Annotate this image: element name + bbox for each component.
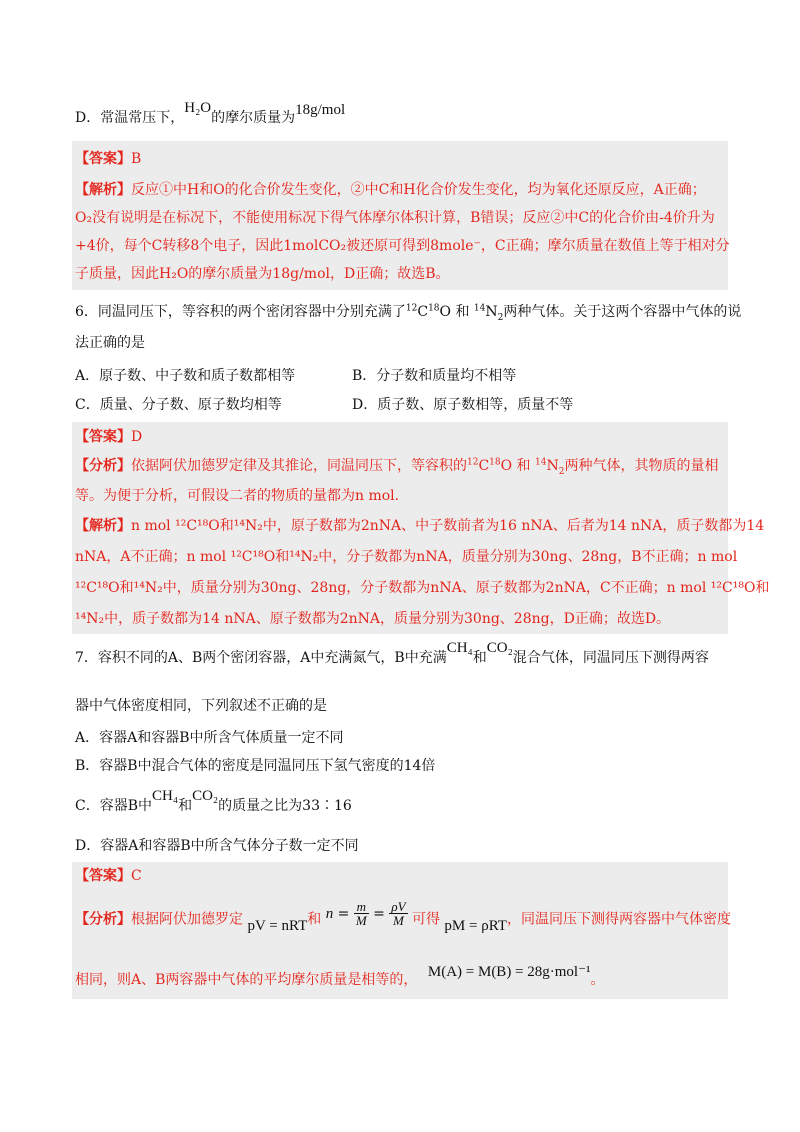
q7-and: 和 [472, 650, 487, 666]
q7-ch4-formula: CH₄ [446, 640, 473, 656]
q6-option-d: D．质子数、原子数相等，质量不等 [352, 397, 574, 413]
q5-option-d-text: D．常温常压下， [75, 110, 185, 126]
fenxi-period: 。 [590, 972, 605, 988]
q5-analysis-line2: O₂没有说明是在标况下，不能使用标况下得气体摩尔体积计算，B错误；反应②中C的化合价由-4价升为 [75, 210, 715, 226]
q7-option-c [75, 788, 352, 816]
fenxi-text: 依据阿伏加德罗定律及其推论，同温同压下，等容积的 [131, 458, 467, 474]
q7-option-c-ch4: CH₄ [152, 788, 179, 804]
q6-fenxi-line2: 等。为便于分析，可假设二者的物质的量都为n mol. [75, 488, 400, 504]
q6-option-a: A．原子数、中子数和质子数都相等 [75, 368, 296, 384]
answer-value: C [131, 868, 142, 884]
q7-option-c-and: 和 [178, 798, 193, 814]
formula-pm-rhort: pM = ρRT [444, 917, 507, 934]
q7-co2-formula: CO₂ [486, 640, 513, 656]
q5-analysis-line3: +4价，每个C转移8个电子，因此1molCO₂被还原可得到8mole⁻，C正确；摩尔质量在数值上等于相对分 [75, 238, 730, 254]
q6-jiexi-line4: ¹⁴N₂中，质子数都为14 nNA、原子数都为2nNA，质量分别为30ng、28ng，D正确；故选D。 [75, 611, 671, 627]
fenxi-text-b: 可得 [411, 911, 440, 928]
q7-option-c-ratio: 的质量之比为33∶16 [218, 798, 352, 814]
q6-jiexi-line3: ¹²C¹⁸O和¹⁴N₂中，质量分别为30ng、28ng，分子数都为nNA、原子数都为2nNA，C不正确；n mol ¹²C¹⁸O和 [75, 580, 770, 596]
q7-fenxi-line1 [75, 899, 731, 934]
answer-value: D [131, 429, 143, 445]
q7-option-c-co2: CO₂ [192, 788, 219, 804]
q5-option-d-value: 18g/mol [295, 102, 346, 118]
q7-stem-line2: 器中气体密度相同，下列叙述不正确的是 [75, 698, 327, 714]
formula-n-m-over-M: n = $\frac{m}{M}$ = $\frac{\rho V}{M}$ [325, 899, 406, 928]
jiexi-text: n mol ¹²C¹⁸O和¹⁴N₂中，原子数都为2nNA、中子数前者为16 nNA、后者为14 nNA，质子数都为14 [131, 518, 765, 534]
answer-tag: 【答案】 [75, 151, 131, 167]
analysis-tag: 【解析】 [75, 182, 131, 198]
q7-stem-text: 7．容积不同的A、B两个密闭容器，A中充满氮气，B中充满 [75, 650, 447, 666]
analysis-text: 反应①中H和O的化合价发生变化，②中C和H化合价发生变化，均为氧化还原反应，A正确； [131, 182, 706, 198]
q6-jiexi-line2: nNA，A不正确；n mol ¹²C¹⁸O和¹⁴N₂中，分子数都为nNA，质量分别为30ng、28ng，B不正确；n mol [75, 549, 738, 565]
formula-molar-mass: M(A) = M(B) = 28g·mol⁻¹ [427, 964, 591, 980]
q5-answer [75, 149, 141, 169]
fenxi-text-b: 两种气体，其物质的量相 [564, 458, 719, 474]
fenxi-text: 根据阿伏加德罗定 [131, 911, 243, 928]
fenxi-tag: 【分析】 [75, 458, 131, 474]
q7-answer [75, 866, 142, 886]
q7-stem-line1 [75, 640, 709, 668]
jiexi-tag: 【解析】 [75, 518, 131, 534]
answer-tag: 【答案】 [75, 868, 131, 884]
q6-stem-line2: 法正确的是 [75, 335, 145, 351]
q6-fenxi-formula: $^{12}C^{18}O$ 和 $^{14}N_2$ [467, 457, 565, 477]
q6-fenxi-line1 [75, 456, 718, 476]
fenxi-text-line2: 相同，则A、B两容器中气体的平均摩尔质量是相等的， [75, 972, 418, 988]
q6-stem-line1 [75, 302, 741, 322]
q6-option-c: C．质量、分子数、原子数均相等 [75, 397, 282, 413]
q5-option-d-mid: 的摩尔质量为 [211, 110, 296, 126]
q7-option-b: B．容器B中混合气体的密度是同温同压下氢气密度的14倍 [75, 758, 436, 774]
fenxi-text-c: ，同温同压下测得两容器中气体密度 [506, 911, 731, 928]
q7-fenxi-line2 [75, 964, 605, 990]
answer-value: B [131, 151, 142, 167]
q5-option-d-formula: H₂O [184, 100, 212, 116]
formula-pv-nrt: pV = nRT [247, 917, 308, 934]
q7-option-c-text: C．容器B中 [75, 798, 152, 814]
q7-option-a: A．容器A和容器B中所含气体质量一定不同 [75, 730, 344, 746]
q6-options-row1 [75, 366, 295, 386]
fenxi-tag: 【分析】 [75, 911, 131, 928]
q6-answer [75, 427, 142, 447]
q6-option-b: B．分子数和质量均不相等 [352, 368, 517, 384]
q5-analysis-line1 [75, 180, 706, 200]
q5-option-d [75, 100, 346, 128]
q6-jiexi-line1 [75, 516, 764, 536]
q7-stem-text-b: 混合气体，同温同压下测得两容 [512, 650, 709, 666]
q7-option-d: D．容器A和容器B中所含气体分子数一定不同 [75, 838, 359, 854]
answer-tag: 【答案】 [75, 429, 131, 445]
q6-stem-text-b: 两种气体。关于这两个容器中气体的说 [503, 304, 742, 320]
q6-isotope-formula: $^{12}C^{18}O$ 和 $^{14}N_2$ [405, 303, 504, 323]
fenxi-and: 和 [307, 911, 322, 928]
q5-analysis-line4: 子质量，因此H₂O的摩尔质量为18g/mol，D正确；故选B。 [75, 266, 450, 282]
q6-stem-text: 6．同温同压下，等容积的两个密闭容器中分别充满了 [75, 304, 406, 320]
